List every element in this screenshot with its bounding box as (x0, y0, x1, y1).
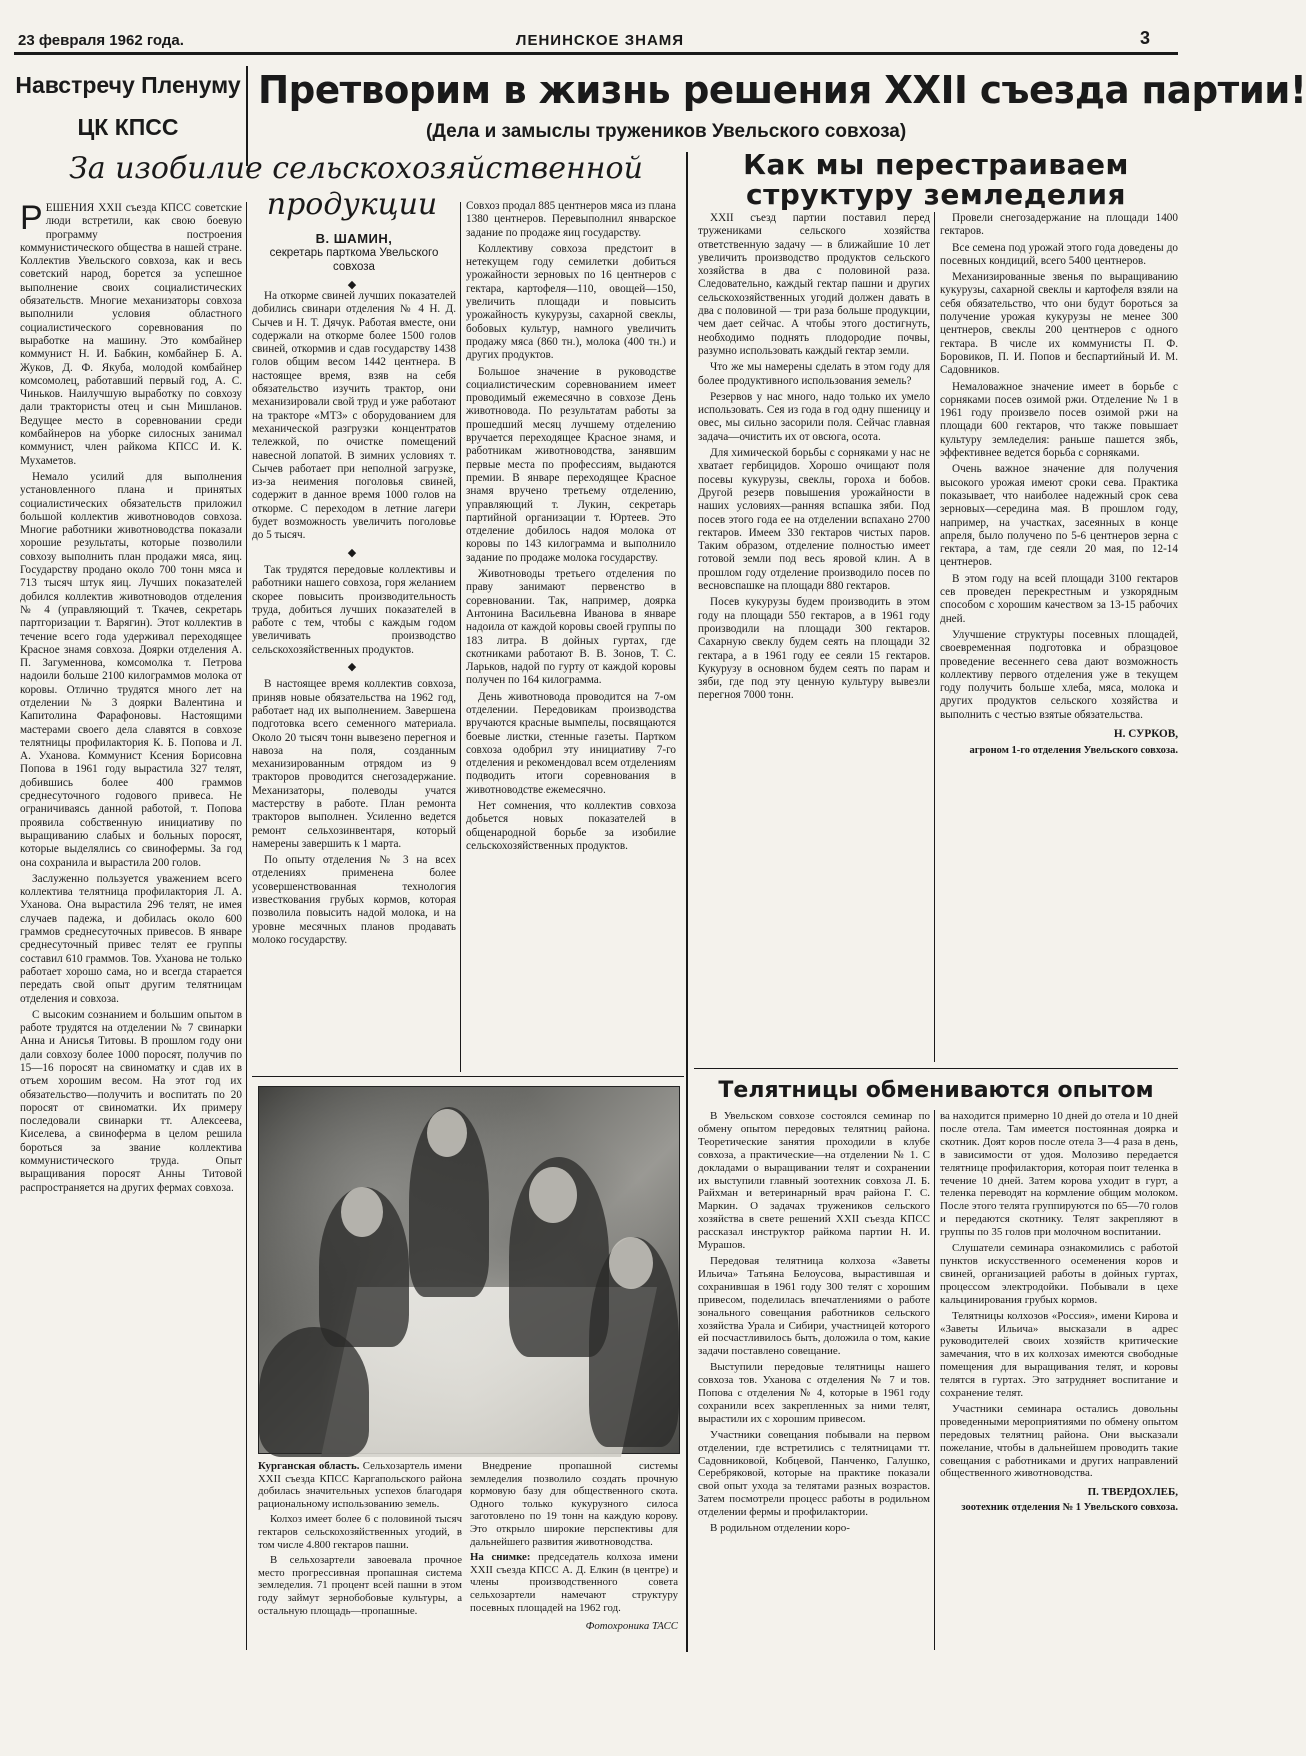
article3-title: Телятницы обмениваются опытом (718, 1078, 1154, 1103)
article2-paragraph: XXII съезд партии поставил перед тружениками сельского хозяйства ответственную задачу — в ближайшие 10 лет увеличить производство продуктов сельского хозяйства в два с половиной раза. Следовательно, каждый гектар пашни и других сельскохозяйственных угодий должен давать в два с половиной — три раза больше продукции, чем дает сейчас. А чтобы этого достигнуть, необходимо поднять плодородие почвы, разумно использовать каждый гектар земли. (698, 212, 930, 357)
photo-rule (252, 1076, 684, 1077)
column-divider (460, 202, 461, 1072)
article1-lead: РЕШЕНИЯ XXII съезда КПСС советские люди встретили, как свою боевую программу построения коммунистического общества в нашей стране. Коллектив Увельского совхоза, как и весь советский народ, борется за успешное выполнение своих социалистических обязательств. Многие механизаторы совхоза выполнили условия областного социалистического соревнования по выработке на машину. Это комбайнер коммунист Н. И. Бабкин, комбайнер Б. А. Жуков, Д. Ф. Якуба, молодой комбайнер комсомолец, работавший первый год, А. С. Чиньков. Наилучшую выработку по совхозу дали трактористы отец и сын Мишланов. Ведущее место в соревновании среди комбайнеров на уборке силосных занимал коммунист, член райкома КПСС И. К. Мухаметов. (20, 199, 242, 467)
column-divider (246, 202, 247, 1650)
news-photo (258, 1086, 680, 1454)
article2-paragraph: Для химической борьбы с сорняками у нас не хватает гербицидов. Хорошо очищают поля посевы кукурузы, свеклы, гороха и бобов. Другой резерв повышения урожайности в наших условиях—ранняя вспашка зяби. Под посев этого года ее на отделении вспахано 2700 гектаров. Имеем 330 гектаров чистых паров. Таким образом, отделение полностью имеет готовой земли под весь яровой клин. А в прошлом году отделение производило посев по весновспашке на площади 880 гектаров. (698, 447, 930, 593)
photo-face (609, 1237, 653, 1289)
article2-paragraph: Все семена под урожай этого года доведены до посевных кондиций, всего 5400 центнеров. (940, 241, 1178, 267)
rubric-line-2: ЦК КПСС (77, 114, 179, 140)
article3-signature-role: зоотехник отделения № 1 Увельского совхоза. (961, 1502, 1178, 1514)
article3-column-1 (698, 1110, 930, 1652)
article2-signature-role: агроном 1-го отделения Увельского совхоза. (969, 745, 1178, 757)
article1-byline (252, 232, 456, 296)
article2-paragraph: Механизированные звенья по выращиванию кукурузы, сахарной свеклы и картофеля взяли на себя обязательство, что они будут бороться за получение урожая кукурузы не менее 300 центнеров, свеклы 200 центнеров с одного гектара. В числе их коммунисты П. Ф. Боровиков, П. И. Попов и беспартийный И. М. Садовников. (940, 271, 1178, 377)
article2-paragraph: В этом году на всей площади 3100 гектаров сев проведен перекрестным и узкорядным способом с хорошим качеством за 13-15 рабочих дней. (940, 572, 1178, 625)
article1-paragraph: С высоким сознанием и большим опытом в работе трудятся на отделении № 7 свинарки Анна и Анисья Титовы. В прошлом году они дали совхозу более 1000 поросят, получив по 15—16 поросят на свиноматку и сдав их в отъем хорошим весом. На этот год их обязательство—получить и воспитать по 20 поросят от свиноматки. Их примеру последовали свинарки тт. Алексеева, Киселева, а свиноферма в целом решила бороться за звание коллектива коммунистического труда. Опыт выращивания поросят Анны Титовой распространяется на других фермах совхоза. (20, 1008, 242, 1194)
article1-paragraph: Немало усилий для выполнения установленного плана и принятых социалистических обязательств приложил большой коллектив животноводов совхоза. Многие работники животноводства показали хорошие результаты, которые позволили совхозу выполнить план продажи мяса, яиц. Государству продано около 700 тонн мяса и 713 тысяч штук яиц. Лучших показателей добился коллектив животноводов отделения № 4 (управляющий т. Ткачев, секретарь партгоризации т. Варягин). Этот коллектив в течение всего года удерживал переходящее Красное знамя совхоза. Доярки отделения А. П. Загуменнова, комсомолка т. Петрова надоили больше 2100 килограммов молока от коровы. Отлично трудятся много лет на отделении № 3 доярки Валентина и Капитолина Фарафоновы. Настоящими мастерами своего дела славятся в совхозе телятницы профилактория К. Б. Попова и Л. А. Уханова. Коммунист Ксения Борисовна Попова в 1961 году вырастила 327 телят, добившись более 400 граммов среднесуточного годового привеса. Не ограничиваясь данной работой, т. Попова проявила собственную инициативу по выращиванию слабых и больных поросят, которые выделялись со свинофермы. За год она сохранила и вырастила 200 голов. (20, 470, 242, 869)
photo-face (341, 1187, 383, 1237)
article2-paragraph: Очень важное значение для получения высокого урожая имеют сроки сева. Практика показывает, что наиболее надежный срок сева зерновых—середина мая. В прошлом году, например, на участках, засеянных в конце апреля, было получено по 5-6 центнеров зерна с гектара, а там, где сеяли 20 мая, по 12-14 центнеров. (940, 463, 1178, 569)
article2-paragraph: Провели снегозадержание на площади 1400 гектаров. (940, 212, 1178, 238)
article1-paragraph: Коллективу совхоза предстоит в нетекущем году семилетки добиться урожайности зерновых по 16 центнеров с гектара, картофеля—110, овощей—150, увеличить площади и повысить урожайность кукурузы, сахарной свеклы, бобовых культур, намного увеличить продажу мяса (860 тн.), молока (400 тн.) и других продуктов. (466, 242, 676, 362)
article1-paragraph: Нет сомнения, что коллектив совхоза добьется новых показателей в общенародной борьбе за изобилие сельскохозяйственных продуктов. (466, 800, 676, 852)
article2-paragraph: Резервов у нас много, надо только их умело использовать. Сея из года в год одну пшеницу и овес, мы сильно засорили поля. Сейчас главная задача—очистить их от овсюга, осота. (698, 390, 930, 443)
article1-title (36, 152, 676, 186)
section-divider (686, 152, 688, 1652)
article1-paragraph: День животновода проводится на 7-ом отделении. Передовикам производства вручаются красные вымпелы, посвящаются боевые листки, стенные газеты. Партком совхоза одобрил эту инициативу 7-го отделения и рекомендовал всем отделениям подводить итоги соревнования в животноводстве ежемесячно. (466, 690, 676, 796)
article1-paragraph: На откорме свиней лучших показателей добились свинари отделения № 4 Н. Д. Сычев и Н. Т. Дячук. Работая вместе, они содержали на откорме более 1500 голов свиней, откормив и сдав государству 1438 голов общим весом 1442 центнера. В настоящее время, взяв на себя обязательство изучить трактор, они механизировали свой труд и уже работают на тракторе «МТЗ» с оборудованием для механической разгрузки концентратов тележкой, по очистке помещений навесной лопатой. В зимних условиях т. Сычев работает при неполной загрузке, из-за неимения поголовья свиней, содержит в данное время 1000 голов на откорме. С переходом в летние лагери будет возможность увеличить поголовье до 5 тысяч. (252, 290, 456, 542)
article1-title-line1: За изобилие сельскохозяйственной (69, 151, 643, 186)
byline-name: В. ШАМИН, (315, 231, 393, 246)
article3-paragraph: В Увельском совхозе состоялся семинар по обмену опытом передовых телятниц района. Теоретические занятия проходили в клубе совхоза, а практические—на отделении № 1. С докладами о выращивании телят и сохранении их выступили главный зоотехник совхоза Л. Б. Райхман и ветеринарный врач района Г. С. Маркин. О задачах тружеников сельского хозяйства в свете решений XXII съезда КПСС рассказал инструктор райкома партии Н. И. Мурашов. (698, 1110, 930, 1252)
banner-title: Претворим в жизнь решения XXII съезда партии! (258, 68, 1306, 112)
drop-cap: Р (20, 199, 43, 237)
article3-paragraph: Передовая телятница колхоза «Заветы Ильича» Татьяна Белоусова, вырастившая и сохранившая в 1961 году 300 телят с хорошим привесом, поделилась впечатлениями о работе зонального совещания работников сельского хозяйства Урала и Сибири, участницей которого ей посчастливилось быть, доложила о том, какие задачи поставлено совещание. (698, 1254, 930, 1358)
article1-paragraph: Животноводы третьего отделения по праву занимают первенство в соревновании. Так, например, доярка Антонина Васильевна Иванова в январе надоила от каждой коровы своей группы по 183 литра. В дойных гуртах, где скотниками работают В. В. Зонов, Т. С. Ларьков, надой по гурту от каждой коровы получен по 164 килограмма. (466, 568, 676, 687)
article3-paragraph: Выступили передовые телятницы нашего совхоза тов. Уханова с отделения № 7 и тов. Попова с отделения № 4, которые в 1961 году сохранили всех закрепленных за ними телят, вырастили их с хорошим привесом. (698, 1361, 930, 1425)
column-divider (934, 212, 935, 1062)
caption-paragraph: Курганская область. Сельхозартель имени XXII съезда КПСС Каргапольского района добилась значительных успехов благодаря рациональному использованию земель. (258, 1460, 463, 1510)
article3-paragraph: Участники совещания побывали на первом отделении, где встретились с телятницами тт. Садовниковой, Кобцевой, Панченко, Галушко, Серебряковой, которые на практике показали свой опыт ухода за телятами разных возрастов. Затем посмотрели процесс работы в родильном отделении фермы и профилактории. (698, 1428, 930, 1519)
masthead-rule (14, 52, 1178, 55)
article3-signature: П. ТВЕРДОХЛЕБ, (1087, 1486, 1178, 1499)
article1-paragraph: Большое значение в руководстве социалистическим соревнованием имеет проводимый ежемесячно в совхозе День животновода. По результатам работы за прошедший месяц лучшему отделению вручается переходящее Красное знамя, и работникам животноводства, занявшим первые места по профессиям, выдаются премии. В январе переходящее Красное знамя вручено третьему отделению, управляющий т. Лукин, секретарь партийной организации т. Юртеев. Это отделение добилось надоя молока от коровы по 143 килограмма и выполнило задание по продаже молока государству. (466, 365, 676, 564)
photo-person (259, 1327, 369, 1457)
caption-paragraph: Колхоз имеет более 6 с половиной тысяч гектаров сельскохозяйственных угодий, в том числе 4.800 гектаров пашни. (258, 1513, 462, 1551)
photo-face (427, 1109, 467, 1157)
caption-region: Курганская область. (258, 1460, 360, 1472)
article1-paragraph: Совхоз продал 885 центнеров мяса из плана 1380 центнеров. Перевыполнил январское задание по продаже яиц государству. (466, 200, 676, 239)
article2-column-1 (698, 212, 930, 1064)
article2-signature: Н. СУРКОВ, (1113, 727, 1178, 740)
newspaper-name: ЛЕНИНСКОЕ ЗНАМЯ (515, 32, 685, 49)
article1-paragraph: Заслуженно пользуется уважением всего коллектива телятница профилактория Л. А. Уханова. Она вырастила 296 телят, не имея случаев падежа, и добилась около 600 граммов среднесуточных привесов. В январе среднесуточный привес телят ее группы составил 610 граммов. Тов. Уханова не только работает хорошо сама, но и всегда старается передать свой опыт другим телятницам отделения и совхоза. (20, 872, 242, 1005)
article1-paragraph: Так трудятся передовые коллективы и работники нашего совхоза, горя желанием скорее повысить производительность труда, добиться лучших показателей в работе с тем, чтобы с каждым годом увеличивать производство сельскохозяйственных продуктов. (252, 563, 456, 656)
caption-label: На снимке: (470, 1551, 531, 1564)
rubric (14, 68, 242, 144)
article3-paragraph: Участники семинара остались довольны проведенными мероприятиями по обмену опытом передовых телятниц района. Они высказали пожелание, чтобы в дальнейшем проводить такие совещания с работниками и других направлений общественного животноводства. (940, 1402, 1178, 1480)
article1-column-3 (466, 200, 676, 1070)
caption-paragraph: На снимке: председатель колхоза имени XXII съезда КПСС А. Д. Елкин (в центре) и члены производственного совета сельхозартели намечают структуру посевных площадей на 1962 год. (470, 1551, 678, 1614)
article2-column-2 (940, 212, 1178, 1064)
article3-paragraph: Слушатели семинара ознакомились с работой пунктов искусственного осеменения коров и свиней, организацией работы в дойных гуртах, процессом электродойки. Побывали в цехе кальцинирования грубых кормов. (940, 1242, 1178, 1306)
caption-paragraph: Внедрение пропашной системы земледелия позволило создать прочную кормовую базу для общественного скота. Одного только кукурузного силоса заготовлено по 19 тонн на каждую корову. Это открыло широкие перспективы для дальнейшего развития животноводства. (470, 1460, 678, 1548)
photo-caption-column-1 (258, 1460, 462, 1650)
article2-title-line1: Как мы перестраиваем (743, 148, 1129, 181)
byline-ornament: ◆ (347, 279, 361, 291)
section-ornament: ◆ (347, 661, 361, 674)
page-number: 3 (1140, 28, 1151, 48)
article3-paragraph: ва находится примерно 10 дней до отела и 10 дней после отела. Там имеется постоянная доярка и скотник. Доят коров после отела 3—4 раза в день, в зависимости от удоя. Молозиво передается телятнице профилактория, которая поит теленка в течение 10 дней. Затем корова уходит в гурт, а теленка переводят на кормление общим молоком. После этого телята группируются по 65—70 голов и передаются скотнику. Телят закрепляют в группы по 35 голов при молочном воспитании. (940, 1110, 1178, 1239)
article2-paragraph: Улучшение структуры посевных площадей, своевременная подготовка и образцовое проведение весеннего сева дают возможность коллективу первого отделения уже в текущем году получить больше хлеба, мяса, молока и других продуктов сельского хозяйства и выполнить с честью взятые обязательства. (940, 628, 1178, 721)
article2-paragraph: Что же мы намерены сделать в этом году для более продуктивного использования земель? (698, 361, 930, 387)
banner-subtitle: (Дела и замыслы тружеников Увельского совхоза) (426, 121, 907, 142)
photo-credit: Фотохроника ТАСС (585, 1620, 678, 1633)
column-divider (934, 1110, 935, 1650)
caption-paragraph: В сельхозартели завоевала прочное место прогрессивная пропашная система земледелия. 71 процент всей пашни в этом году займут зернобобовые культуры, а остальную площадь—пропашные. (258, 1554, 462, 1617)
article3-rule (694, 1068, 1178, 1069)
article1-column-1 (20, 199, 242, 1650)
article1-column-2 (252, 290, 456, 1066)
article2-paragraph: Немаловажное значение имеет в борьбе с сорняками посев озимой ржи. Отделение № 1 в 1961 году произвело посев озимой ржи на площади 600 гектаров, что также повышает культуру земледелия: раньше пашется зябь, эффективнее ведется борьба с сорняками. (940, 380, 1178, 460)
article1-title-line2: продукции (266, 187, 438, 222)
article3-paragraph: Телятницы колхозов «Россия», имени Кирова и «Заветы Ильича» высказали в адрес руководителей своих хозяйств критические замечания, что в их колхозах имеются свободные помещения для выращивания телят, и коровы телятся в гуртах. Это затрудняет воспитание и сохранение телят. (940, 1309, 1178, 1400)
section-ornament: ◆ (347, 546, 361, 559)
article3-paragraph: В родильном отделении коро- (710, 1522, 850, 1535)
photo-face (529, 1167, 577, 1223)
article1-paragraph: По опыту отделения № 3 на всех отделениях применена более усовершенствованная технология известкования грубых кормов, которая позволила повысить надой молока, и на уровне месячных планов продавать молоко государству. (252, 854, 456, 946)
byline-role: секретарь парткома Увельского совхоза (269, 247, 439, 273)
article3-column-2 (940, 1110, 1178, 1652)
photo-caption-column-2 (470, 1460, 678, 1650)
article2-paragraph: Посев кукурузы будем производить в этом году на площади 550 гектаров, а в 1961 году производили на площади 300 гектаров. Сахарную свеклу будем сеять на площади 32 гектара, а в 1961 году ее сеяли 15 гектаров. Кукурузу в основном будем сеять по парам и зяби, где под эту ценную культуру вывезли перегноя 7000 тонн. (698, 596, 930, 702)
rubric-line-1: Навстречу Пленуму (15, 72, 241, 98)
article2-title-line2: структуру земледелия (745, 178, 1126, 211)
article2-title (694, 150, 1178, 210)
article1-paragraph: В настоящее время коллектив совхоза, приняв новые обязательства на 1962 год, работает над их выполнением. Завершена подготовка всего семенного материала. Около 20 тысяч тонн вывезено перегноя и навоза на поля, созданным механизированным отрядом из 9 тракторов проводится снегозадержание. Механизаторы, полеводы учатся мастерству в работе. План ремонта тракторов выполнен. Усиленно ведется ремонт сельхозинвентаря, который намерены завершить к 1 марта. (252, 678, 456, 850)
issue-date: 23 февраля 1962 года. (18, 32, 184, 49)
